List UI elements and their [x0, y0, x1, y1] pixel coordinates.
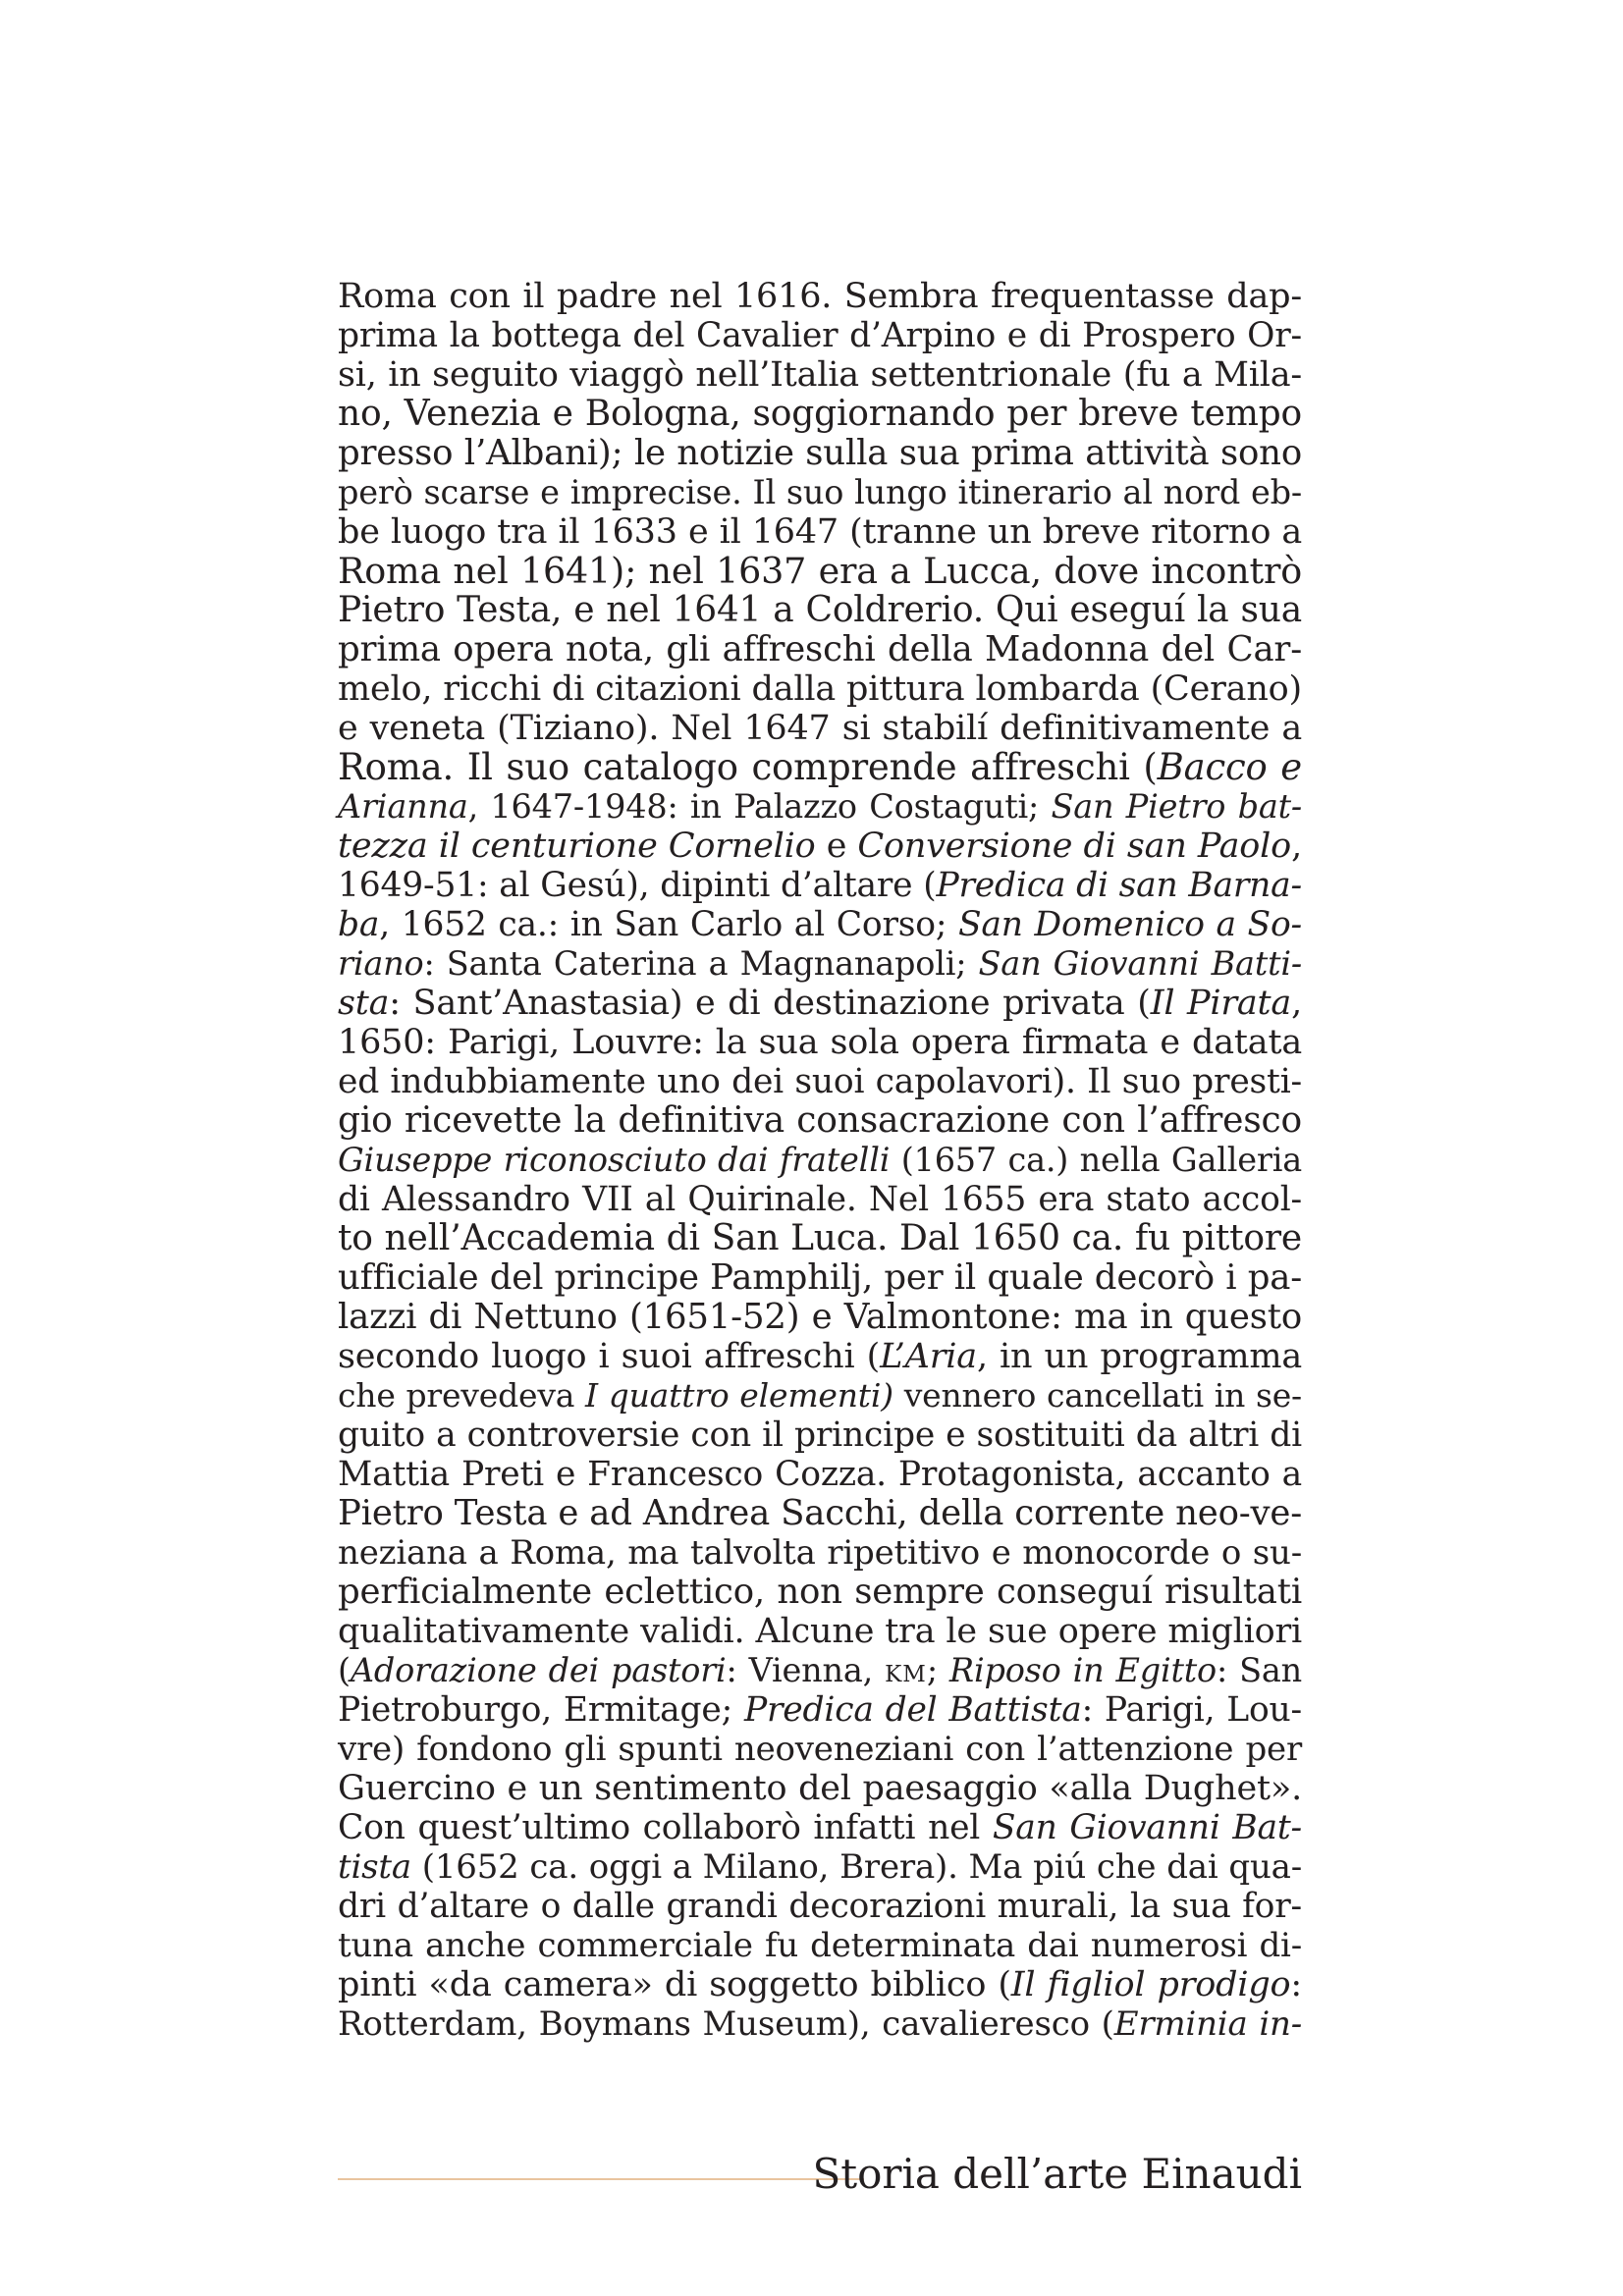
italic-title: San Giovanni Bat- [992, 1808, 1302, 1847]
text-line [338, 1455, 1302, 1494]
text-line [338, 395, 1302, 434]
text-line [338, 552, 1302, 591]
text-line [338, 512, 1302, 552]
text-run: , in un programma [976, 1337, 1302, 1376]
text-run: prima opera nota, gli affreschi della Madonna del Car- [338, 629, 1302, 669]
text-line [338, 1926, 1302, 1965]
italic-title: sta [338, 984, 390, 1023]
text-run: : Vienna, [726, 1651, 886, 1689]
text-run: però scarse e imprecise. Il suo lungo itinerario al nord eb- [338, 473, 1302, 511]
text-run: Roma con il padre nel 1616. Sembra frequentasse dap- [338, 277, 1302, 316]
text-run: Rotterdam, Boymans Museum), cavalieresco ( [338, 2004, 1114, 2044]
text-line [338, 787, 1302, 827]
text-line [338, 1847, 1302, 1887]
text-line [338, 473, 1302, 512]
text-run: no, Venezia e Bologna, soggiornando per breve tempo [338, 394, 1302, 434]
italic-title: Arianna [338, 787, 468, 826]
text-run: , 1652 ca.: in San Carlo al Corso; [379, 905, 958, 944]
text-line [338, 1612, 1302, 1651]
italic-title: I quattro elementi) [585, 1376, 893, 1415]
italic-title: Predica di san Barna- [936, 866, 1303, 905]
text-run: 1650: Parigi, Louvre: la sua sola opera firmata e datata [338, 1023, 1302, 1062]
italic-title: Bacco e [1157, 746, 1303, 788]
text-run: tuna anche commerciale fu determinata dai numerosi di- [338, 1926, 1302, 1965]
text-run: ufficiale del principe Pamphilj, per il quale decorò i pa- [338, 1257, 1302, 1298]
text-run: (1652 ca. oggi a Milano, Brera). Ma piú che dai qua- [410, 1847, 1302, 1887]
text-run: guito a controversie con il principe e sostituiti da altri di [338, 1415, 1302, 1455]
text-run: si, in seguito viaggò nell’Italia settentrionale (fu a Mila- [338, 355, 1302, 395]
text-run: perficialmente eclettico, non sempre conseguí risultati [338, 1572, 1302, 1612]
abbreviation: km [885, 1651, 927, 1689]
text-run: vennero cancellati in se- [893, 1376, 1302, 1415]
text-line [338, 1887, 1302, 1926]
text-run: , [1291, 984, 1302, 1023]
text-line [338, 591, 1302, 630]
text-line [338, 1101, 1302, 1141]
body-text [338, 277, 1302, 2044]
text-line [338, 1573, 1302, 1612]
text-run: : San [1217, 1651, 1302, 1689]
text-run: prima la bottega del Cavalier d’Arpino e di Prospero Or- [338, 316, 1302, 355]
text-run: , [1291, 827, 1302, 866]
italic-title: Adorazione dei pastori [350, 1651, 727, 1689]
text-run: qualitativamente validi. Alcune tra le sue opere migliori [338, 1612, 1302, 1651]
text-line [338, 1141, 1302, 1180]
text-run: : Parigi, Lou- [1081, 1690, 1302, 1730]
text-line [338, 866, 1302, 905]
text-run: lazzi di Nettuno (1651-52) e Valmontone: ma in questo [338, 1297, 1302, 1337]
italic-title: tezza il centurione Cornelio [338, 827, 816, 866]
italic-title: San Giovanni Batti- [978, 944, 1302, 983]
italic-title: Il Pirata [1150, 984, 1292, 1023]
text-line [338, 355, 1302, 395]
text-line [338, 1219, 1302, 1258]
text-run: pinti «da camera» di soggetto biblico ( [338, 1965, 1011, 2004]
text-run: Pietro Testa e ad Andrea Sacchi, della corrente neo-ve- [338, 1493, 1302, 1533]
text-run: di Alessandro VII al Quirinale. Nel 1655 era stato accol- [338, 1180, 1302, 1219]
text-run: 1649-51: al Gesú), dipinti d’altare ( [338, 866, 937, 905]
text-line [338, 827, 1302, 866]
text-run: : [1290, 1965, 1302, 2004]
text-run: Pietroburgo, Ermitage; [338, 1690, 744, 1730]
text-run: e [815, 827, 858, 866]
text-line [338, 984, 1302, 1023]
text-line [338, 944, 1302, 984]
italic-title: ba [338, 905, 380, 944]
text-run: Pietro Testa, e nel 1641 a Coldrerio. Qui eseguí la sua [338, 590, 1302, 630]
text-line [338, 434, 1302, 473]
text-line [338, 316, 1302, 355]
italic-title: Conversione di san Paolo [857, 827, 1292, 866]
text-line [338, 669, 1302, 709]
text-run: ; [926, 1651, 949, 1689]
italic-title: tista [338, 1847, 411, 1887]
text-line [338, 277, 1302, 316]
text-line [338, 1690, 1302, 1730]
text-run: neziana a Roma, ma talvolta ripetitivo e monocorde o su- [338, 1533, 1302, 1573]
text-run: Con quest’ultimo collaborò infatti nel [338, 1808, 993, 1847]
italic-title: Riposo in Egitto [948, 1651, 1217, 1689]
text-run: : Santa Caterina a Magnanapoli; [423, 944, 979, 983]
text-line [338, 630, 1302, 669]
text-line [338, 1651, 1302, 1690]
text-line [338, 905, 1302, 944]
text-line [338, 1337, 1302, 1376]
text-line [338, 2004, 1302, 2044]
text-run: secondo luogo i suoi affreschi ( [338, 1337, 881, 1376]
footer-title: Storia dell’arte Einaudi [812, 2150, 1302, 2198]
italic-title: Il figliol prodigo [1010, 1965, 1291, 2004]
text-line [338, 1494, 1302, 1533]
text-line [338, 1298, 1302, 1337]
text-run: Roma. Il suo catalogo comprende affreschi ( [338, 746, 1158, 788]
text-run: e veneta (Tiziano). Nel 1647 si stabilí definitivamente a [338, 709, 1302, 748]
text-line [338, 709, 1302, 748]
text-run: , 1647-1948: in Palazzo Costaguti; [467, 787, 1052, 826]
text-run: vre) fondono gli spunti neoveneziani con l’attenzione per [338, 1730, 1302, 1769]
text-run: Roma nel 1641); nel 1637 era a Lucca, dove incontrò [338, 550, 1302, 592]
text-line [338, 1808, 1302, 1847]
italic-title: San Pietro bat- [1051, 787, 1302, 826]
text-run: Guercino e un sentimento del paesaggio «alla Dughet». [338, 1769, 1302, 1808]
text-line [338, 1965, 1302, 2004]
italic-title: riano [338, 944, 424, 983]
text-run: : Sant’Anastasia) e di destinazione privata ( [389, 984, 1151, 1023]
text-run: be luogo tra il 1633 e il 1647 (tranne un breve ritorno a [338, 512, 1302, 552]
text-line [338, 1415, 1302, 1455]
text-line [338, 1023, 1302, 1062]
italic-title: Giuseppe riconosciuto dai fratelli [338, 1141, 891, 1179]
text-line [338, 1258, 1302, 1298]
text-line [338, 1180, 1302, 1219]
text-run: dri d’altare o dalle grandi decorazioni murali, la sua for- [338, 1887, 1302, 1926]
text-line [338, 1062, 1302, 1101]
text-run: ( [338, 1651, 351, 1689]
text-run: (1657 ca.) nella Galleria [890, 1141, 1302, 1179]
italic-title: Erminia in- [1113, 2004, 1302, 2044]
footer-rule [338, 2178, 864, 2180]
text-run: melo, ricchi di citazioni dalla pittura lombarda (Cerano) [338, 669, 1302, 709]
text-line [338, 1730, 1302, 1769]
text-run: gio ricevette la definitiva consacrazione con l’affresco [338, 1100, 1302, 1141]
text-line [338, 748, 1302, 787]
text-run: to nell’Accademia di San Luca. Dal 1650 ca. fu pittore [338, 1218, 1302, 1258]
italic-title: Predica del Battista [743, 1690, 1082, 1730]
text-run: che prevedeva [338, 1376, 586, 1415]
text-line [338, 1533, 1302, 1573]
italic-title: San Domenico a So- [957, 905, 1303, 944]
text-run: Mattia Preti e Francesco Cozza. Protagonista, accanto a [338, 1455, 1302, 1494]
text-run: ed indubbiamente uno dei suoi capolavori). Il suo presti- [338, 1062, 1302, 1101]
text-run: presso l’Albani); le notizie sulla sua prima attività sono [338, 433, 1302, 473]
text-line [338, 1769, 1302, 1808]
text-line [338, 1376, 1302, 1415]
italic-title: L’Aria [880, 1337, 977, 1376]
